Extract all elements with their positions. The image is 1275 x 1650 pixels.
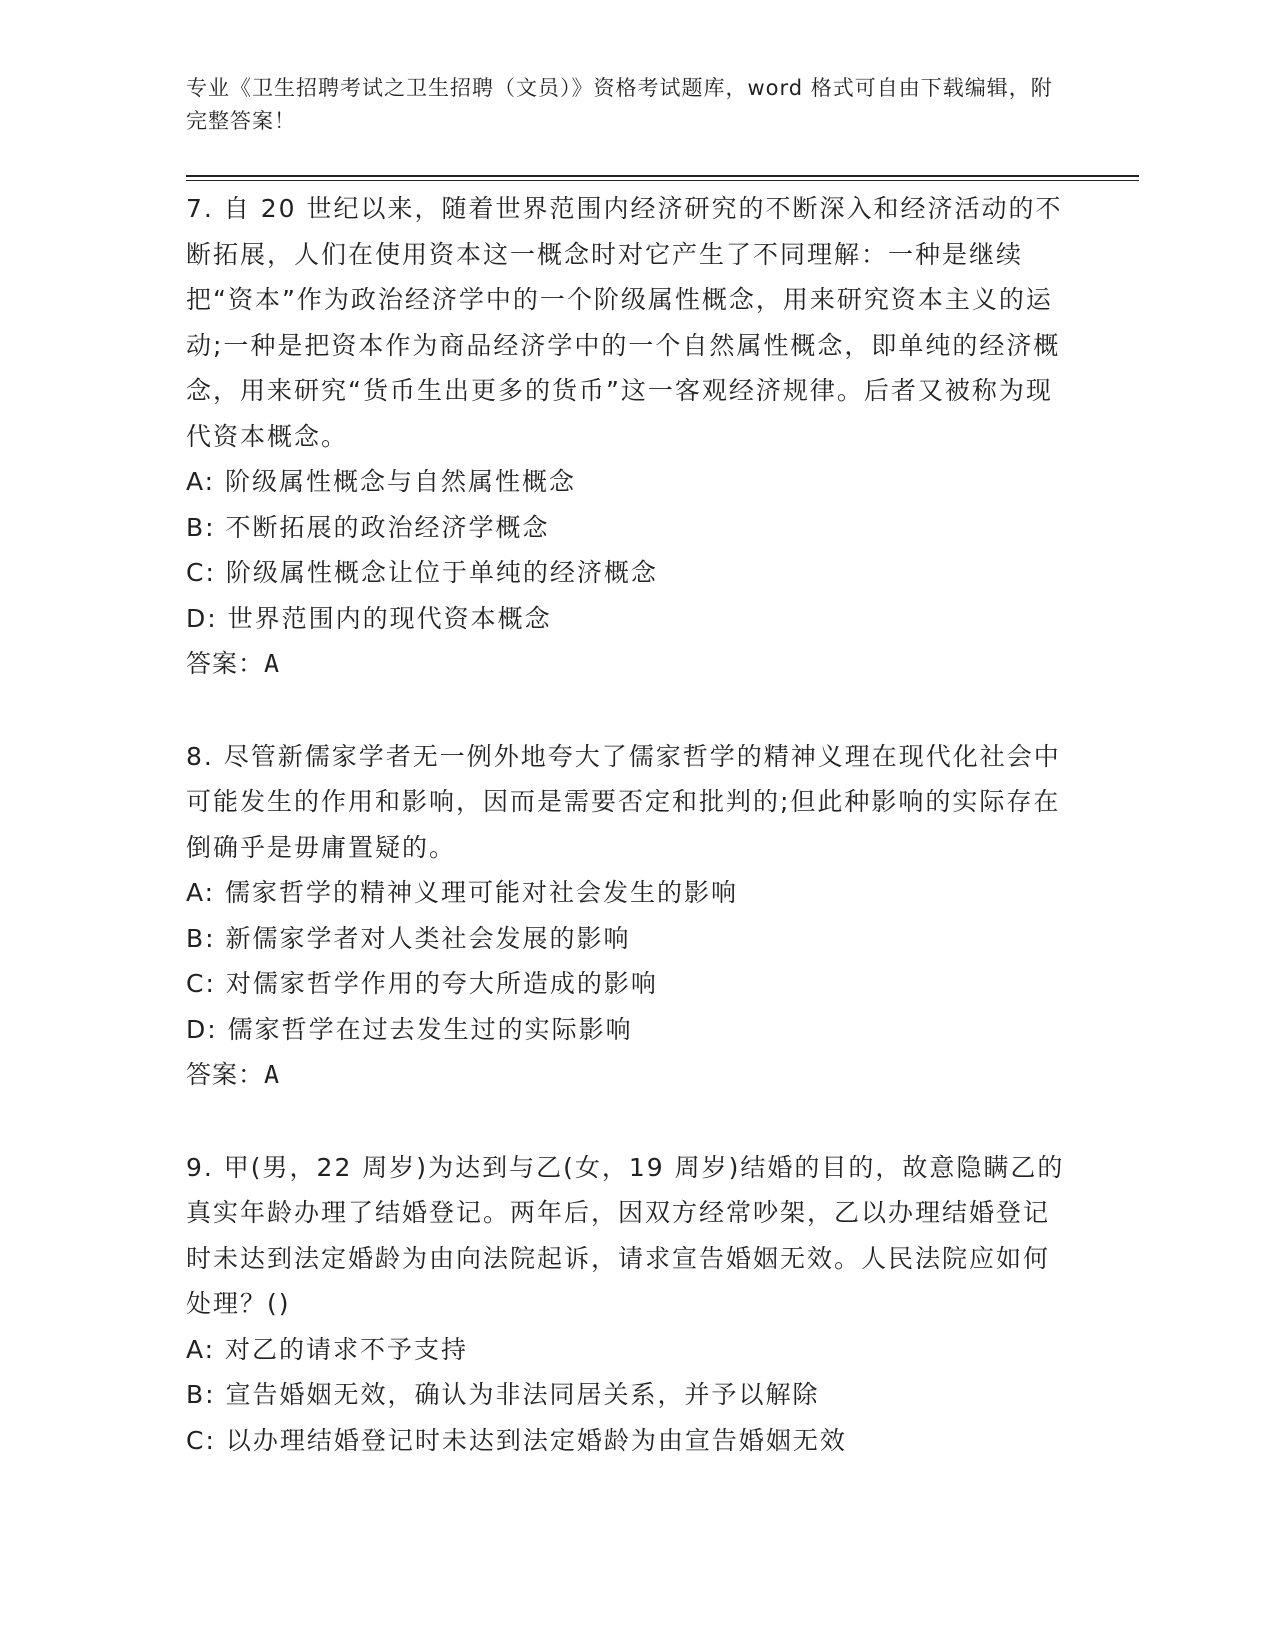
document-header: 专业《卫生招聘考试之卫生招聘（文员）》资格考试题库，word 格式可自由下载编辑，附完整答案！ (186, 76, 1053, 133)
question-stem: 7. 自 20 世纪以来，随着世界范围内经济研究的不断深入和经济活动的不断拓展，人们在使用资本这一概念时对它产生了不同理解：一种是继续把“资本”作为政治经济学中的一个阶级属性概念，用来研究资本主义的运动;一种是把资本作为商品经济学中的一个自然属性概念，即单纯的经济概念，用来研究“货币生出更多的货币”这一客观经济规律。后者又被称为现代资本概念。 (186, 194, 1063, 451)
option-c: C: 以办理结婚登记时未达到法定婚龄为由宣告婚姻无效 (186, 1425, 847, 1455)
option-c: C: 对儒家哲学作用的夸大所造成的影响 (186, 969, 658, 998)
option-a: A: 儒家哲学的精神义理可能对社会发生的影响 (186, 878, 739, 907)
answer-value: A (264, 649, 281, 678)
answer-label: 答案： (186, 1060, 265, 1089)
option-a: A: 阶级属性概念与自然属性概念 (186, 467, 577, 496)
answer-line (186, 641, 1066, 687)
option-c: C: 阶级属性概念让位于单纯的经济概念 (186, 558, 658, 587)
header-divider (186, 175, 1139, 177)
option-b: B: 宣告婚姻无效，确认为非法同居关系，并予以解除 (186, 1380, 820, 1409)
option-b: B: 不断拓展的政治经济学概念 (186, 512, 550, 542)
question-list (186, 186, 1066, 1510)
question-stem: 9. 甲(男，22 周岁)为达到与乙(女，19 周岁)结婚的目的，故意隐瞒乙的真实年龄办理了结婚登记。两年后，因双方经常吵架，乙以办理结婚登记时未达到法定婚龄为由向法院起诉，请求宣告婚姻无效。人民法院应如何处理？() (186, 1152, 1065, 1318)
option-b: B: 新儒家学者对人类社会发展的影响 (186, 923, 631, 953)
question-stem: 8. 尽管新儒家学者无一例外地夸大了儒家哲学的精神义理在现代化社会中可能发生的作用和影响，因而是需要否定和批判的;但此种影响的实际存在倒确乎是毋庸置疑的。 (186, 741, 1061, 862)
answer-line (186, 1052, 1066, 1098)
question-8 (186, 734, 1066, 1098)
option-d: D: 儒家哲学在过去发生过的实际影响 (186, 1014, 633, 1044)
option-a: A: 对乙的请求不予支持 (186, 1334, 469, 1364)
header-divider-thin (186, 180, 1139, 181)
answer-value: A (264, 1060, 281, 1089)
answer-label: 答案： (186, 649, 265, 678)
question-7 (186, 186, 1066, 687)
option-d: D: 世界范围内的现代资本概念 (186, 603, 552, 633)
question-9 (186, 1145, 1066, 1464)
